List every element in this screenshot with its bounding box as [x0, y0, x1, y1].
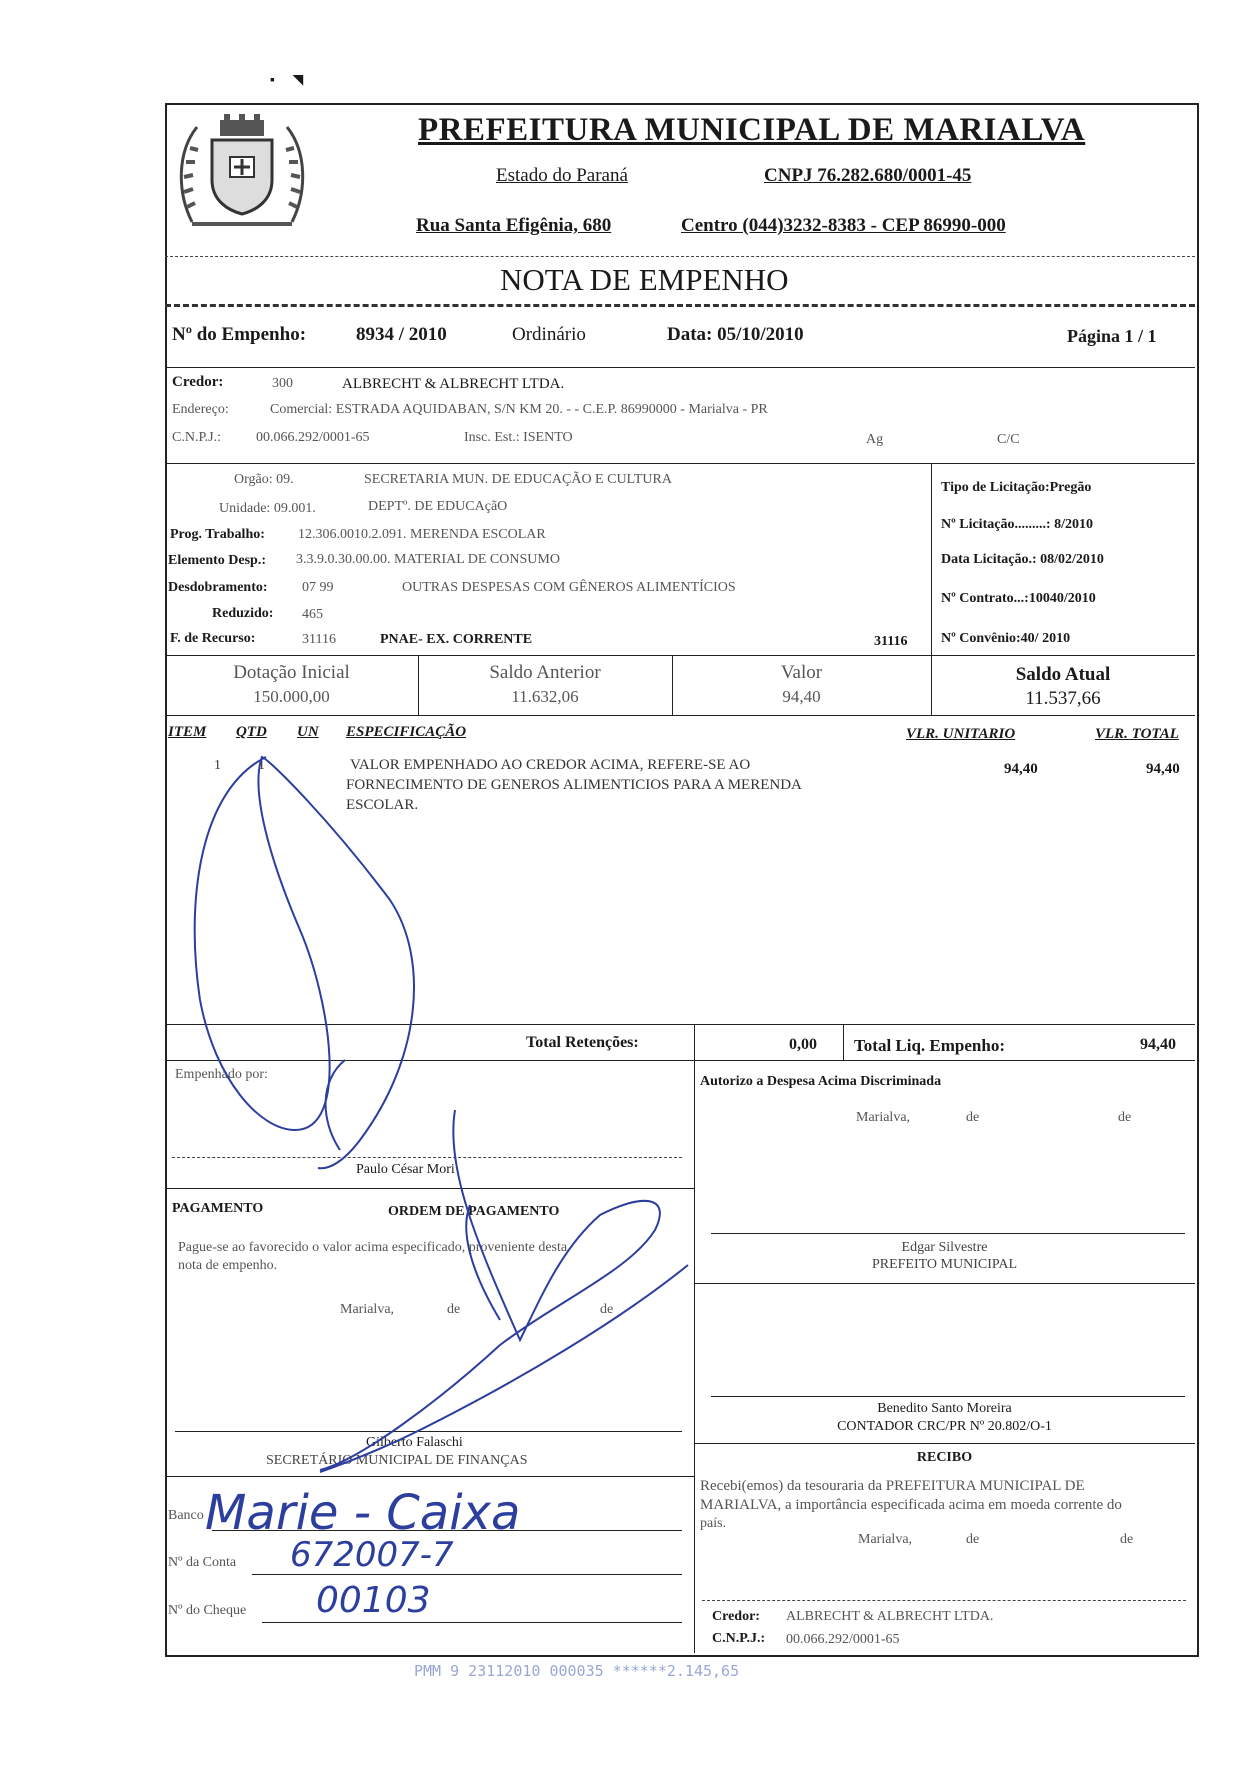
empenho-number: 8934 / 2010	[356, 324, 447, 345]
autorizo-label: Autorizo a Despesa Acima Discriminada	[700, 1074, 942, 1089]
pagamento-de2: de	[600, 1302, 614, 1317]
recibo-de1: de	[966, 1532, 980, 1547]
item-desc-line2: FORNECIMENTO DE GENEROS ALIMENTICIOS PARA A MERENDA	[346, 777, 802, 793]
page-number: Página 1 / 1	[1067, 326, 1157, 346]
liq-value: 94,40	[1140, 1036, 1176, 1053]
divider	[694, 1024, 695, 1060]
prog-value: 12.306.0010.2.091. MERENDA ESCOLAR	[298, 527, 546, 542]
col-vlr-unitario: VLR. UNITARIO	[906, 726, 1016, 742]
licitacao-numero: Nº Licitação.........: 8/2010	[941, 517, 1093, 532]
col-un: UN	[297, 724, 319, 740]
recurso-label: F. de Recurso:	[170, 631, 256, 646]
scan-mark: ▪ ◥	[270, 73, 304, 88]
col-item: ITEM	[168, 724, 207, 740]
col-vlr-total: VLR. TOTAL	[1095, 726, 1179, 742]
coat-of-arms-icon	[172, 112, 312, 237]
orgao-desc: SECRETARIA MUN. DE EDUCAÇÃO E CULTURA	[364, 472, 672, 487]
divider	[165, 304, 1195, 307]
desdob-desc: OUTRAS DESPESAS COM GÊNEROS ALIMENTÍCIOS	[402, 580, 736, 595]
divider	[165, 1476, 694, 1477]
item-unit-value: 94,40	[1004, 761, 1038, 777]
divider	[165, 1060, 1195, 1061]
recibo-credor-label: Credor:	[712, 1609, 760, 1624]
empenho-date: Data: 05/10/2010	[667, 324, 804, 345]
valor-value: 94,40	[782, 687, 821, 706]
empenho-type: Ordinário	[512, 324, 586, 345]
divider	[165, 256, 1195, 257]
dotacao-value: 150.000,00	[253, 687, 330, 706]
unidade: Unidade: 09.001.	[219, 501, 316, 516]
saldo-atual-value: 11.537,66	[1025, 688, 1101, 709]
credor-cc: C/C	[997, 432, 1020, 447]
recurso-code: 31116	[874, 634, 908, 649]
recibo-text-line1: Recebi(emos) da tesouraria da PREFEITURA MUNICIPAL DE	[700, 1478, 1085, 1494]
empenhado-name: Paulo César Mori	[356, 1162, 455, 1177]
item-desc-line3: ESCOLAR.	[346, 797, 419, 813]
signature-line	[711, 1396, 1185, 1397]
conta-label: Nº da Conta	[168, 1555, 237, 1570]
recibo-text-line3: país.	[700, 1516, 727, 1531]
contador-name: Benedito Santo Moreira	[877, 1401, 1012, 1416]
item-number: 1	[214, 758, 221, 773]
bank-stamp: PMM 9 23112010 000035 ******2.145,65	[414, 1662, 740, 1680]
autorizo-de1: de	[966, 1110, 980, 1125]
divider	[165, 655, 1195, 656]
retencoes-value: 0,00	[789, 1036, 817, 1053]
banco-label: Banco	[168, 1508, 204, 1523]
divider	[694, 1443, 1195, 1444]
credor-insc: Insc. Est.: ISENTO	[464, 430, 573, 445]
item-qtd: 1	[258, 758, 265, 773]
municipality-cnpj: CNPJ 76.282.680/0001-45	[764, 165, 972, 186]
unidade-desc: DEPTº. DE EDUCAçãO	[368, 499, 508, 514]
cheque-handwritten: 00103	[316, 1580, 431, 1621]
licitacao-data: Data Licitação.: 08/02/2010	[941, 552, 1104, 567]
contador-role: CONTADOR CRC/PR Nº 20.802/O-1	[837, 1419, 1052, 1434]
credor-code: 300	[272, 376, 293, 391]
address-rest: Centro (044)3232-8383 - CEP 86990-000	[681, 215, 1006, 236]
item-desc-line1: VALOR EMPENHADO AO CREDOR ACIMA, REFERE-SE AO	[350, 757, 751, 773]
licitacao-tipo: Tipo de Licitação:Pregão	[941, 480, 1092, 495]
autorizo-city: Marialva,	[856, 1110, 911, 1125]
divider	[165, 1024, 1195, 1025]
pagamento-city: Marialva,	[340, 1302, 395, 1317]
credor-ag: Ag	[866, 432, 884, 447]
divider	[165, 463, 1195, 464]
credor-name: ALBRECHT & ALBRECHT LTDA.	[342, 376, 565, 392]
conta-handwritten: 672007-7	[290, 1535, 454, 1575]
item-total-value: 94,40	[1146, 761, 1180, 777]
municipality-title: PREFEITURA MUNICIPAL DE MARIALVA	[418, 112, 1086, 148]
valor-label: Valor	[780, 662, 823, 683]
divider	[165, 367, 1195, 368]
prefeito-name: Edgar Silvestre	[901, 1240, 988, 1255]
financas-name: Gilberto Falaschi	[366, 1435, 463, 1450]
pagamento-label: PAGAMENTO	[172, 1201, 264, 1216]
signature-line	[172, 1157, 682, 1158]
signature-line	[702, 1600, 1186, 1601]
ordem-pagamento-label: ORDEM DE PAGAMENTO	[388, 1204, 560, 1219]
cheque-line	[262, 1622, 682, 1623]
retencoes-label: Total Retenções:	[526, 1034, 639, 1051]
pagamento-text-line2: nota de empenho.	[178, 1258, 278, 1273]
doc-title: NOTA DE EMPENHO	[500, 262, 789, 297]
dotacao-label: Dotação Inicial	[233, 662, 350, 683]
recurso-value: 31116	[302, 632, 336, 647]
financas-role: SECRETÁRIO MUNICIPAL DE FINANÇAS	[266, 1453, 528, 1468]
signature-line	[175, 1431, 682, 1432]
credor-address: Comercial: ESTRADA AQUIDABAN, S/N KM 20. - - C.E.P. 86990000 - Marialva - PR	[270, 402, 768, 417]
divider	[694, 1060, 695, 1653]
reduzido-label: Reduzido:	[212, 606, 274, 621]
cnpj-label: C.N.P.J.:	[172, 430, 222, 445]
recibo-cnpj-label: C.N.P.J.:	[712, 1631, 766, 1646]
pagamento-text-line1: Pague-se ao favorecido o valor acima especificado, proveniente desta	[178, 1240, 568, 1255]
autorizo-de2: de	[1118, 1110, 1132, 1125]
desdob-value: 07 99	[302, 580, 334, 595]
signature-line	[711, 1233, 1185, 1234]
elemento-value: 3.3.9.0.30.00.00. MATERIAL DE CONSUMO	[296, 552, 560, 567]
orgao: Orgão: 09.	[234, 472, 294, 487]
cheque-label: Nº do Cheque	[168, 1603, 247, 1618]
saldo-anterior-value: 11.632,06	[511, 687, 579, 706]
col-especificacao: ESPECIFICAÇÃO	[346, 724, 467, 740]
divider	[165, 715, 1195, 716]
recibo-de2: de	[1120, 1532, 1134, 1547]
reduzido-value: 465	[302, 607, 323, 622]
divider	[843, 1024, 844, 1060]
col-qtd: QTD	[236, 724, 267, 740]
pagamento-de1: de	[447, 1302, 461, 1317]
liq-label: Total Liq. Empenho:	[854, 1036, 1005, 1055]
credor-label: Credor:	[172, 374, 224, 390]
recibo-city: Marialva,	[858, 1532, 913, 1547]
licitacao-convenio: Nº Convênio:40/ 2010	[941, 631, 1071, 646]
recibo-credor-name: ALBRECHT & ALBRECHT LTDA.	[786, 1609, 994, 1624]
conta-line	[252, 1574, 682, 1575]
desdob-label: Desdobramento:	[168, 580, 268, 595]
divider	[165, 1188, 694, 1189]
banco-line	[212, 1530, 682, 1531]
divider	[931, 463, 932, 655]
endereco-label: Endereço:	[172, 402, 229, 417]
recibo-title: RECIBO	[916, 1450, 973, 1465]
credor-cnpj: 00.066.292/0001-65	[256, 430, 370, 445]
divider	[694, 1283, 1195, 1284]
saldo-anterior-label: Saldo Anterior	[489, 662, 601, 683]
elemento-label: Elemento Desp.:	[168, 553, 266, 568]
empenhado-label: Empenhado por:	[175, 1067, 268, 1082]
address-street: Rua Santa Efigênia, 680	[416, 215, 612, 236]
saldo-atual-label: Saldo Atual	[1015, 664, 1111, 685]
recibo-text-line2: MARIALVA, a importância especificada acima em moeda corrente do	[700, 1497, 1122, 1513]
empenho-label: Nº do Empenho:	[172, 324, 307, 345]
state-name: Estado do Paraná	[496, 165, 628, 186]
prefeito-role: PREFEITO MUNICIPAL	[871, 1257, 1018, 1272]
recibo-cnpj: 00.066.292/0001-65	[786, 1632, 900, 1647]
licitacao-contrato: Nº Contrato...:10040/2010	[941, 591, 1096, 606]
banco-handwritten: Marie - Caixa	[205, 1485, 521, 1541]
prog-label: Prog. Trabalho:	[170, 527, 265, 542]
recurso-desc: PNAE- EX. CORRENTE	[380, 632, 533, 647]
